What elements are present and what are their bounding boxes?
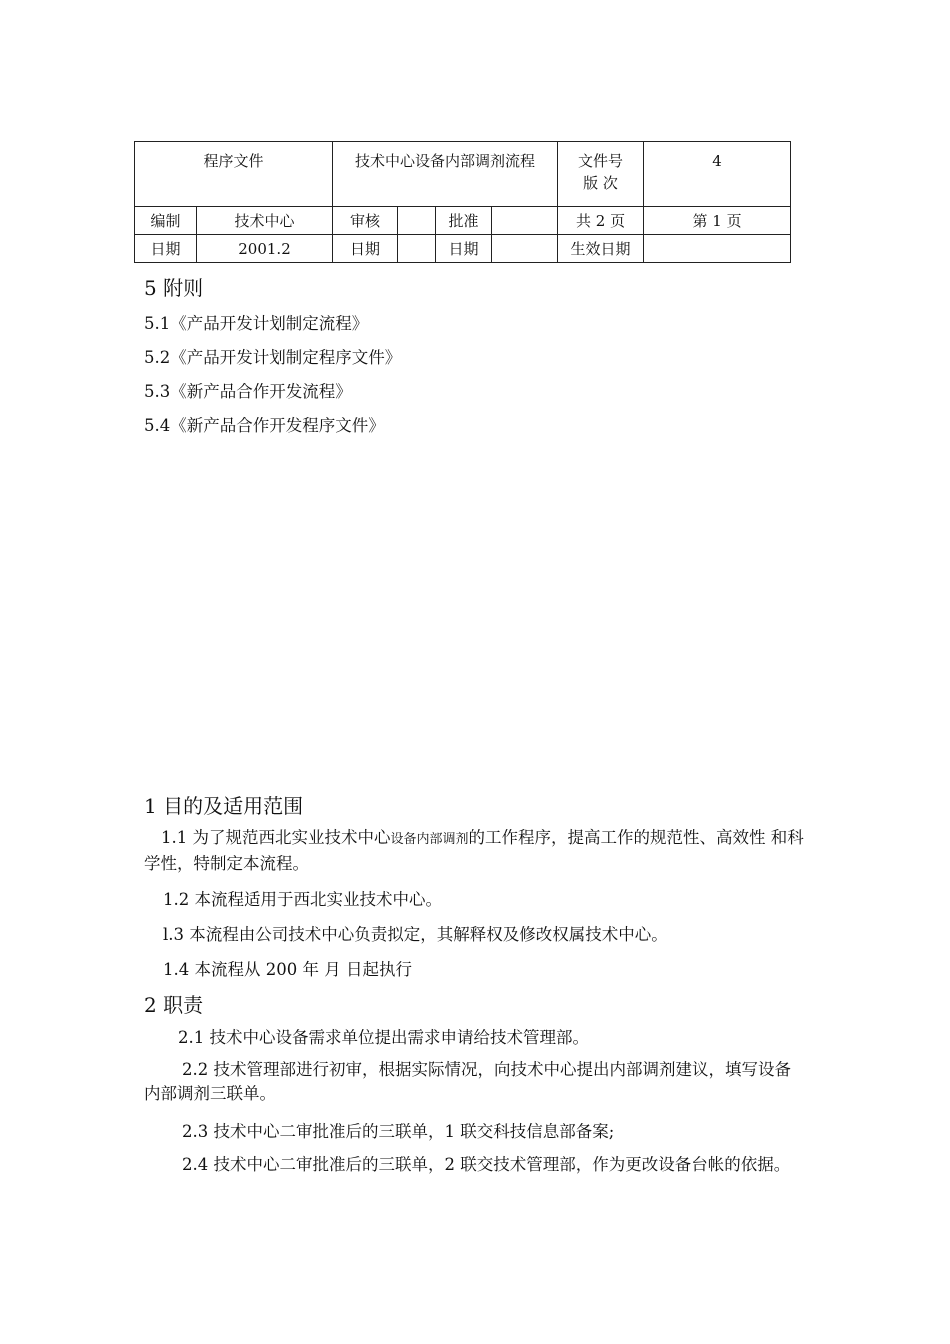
- section1-paragraph-1: [144, 826, 804, 876]
- review-date-value-cell: [398, 235, 436, 263]
- appendix-heading: 5 附则: [144, 276, 204, 300]
- page-no-cell: 第 1 页: [644, 207, 791, 235]
- p1-text-a: 1.1 为了规范西北实业技术中心: [161, 828, 391, 847]
- file-version-label-cell: [558, 142, 644, 207]
- appendix-item: 5.3《新产品合作开发流程》: [144, 382, 352, 401]
- header-table: [134, 141, 791, 263]
- doc-title-cell: 技术中心设备内部调剂流程: [333, 142, 558, 207]
- review-value-cell: [398, 207, 436, 235]
- version-label: 版 次: [583, 174, 618, 192]
- appendix-item: 5.4《新产品合作开发程序文件》: [144, 416, 385, 435]
- compiled-label-cell: 编制: [135, 207, 197, 235]
- section1-paragraph-3: l.3 本流程由公司技术中心负责拟定，其解释权及修改权属技术中心。: [163, 925, 668, 944]
- section2-heading: 2 职责: [144, 993, 204, 1017]
- section2-paragraph-1: 2.1 技术中心设备需求单位提出需求申请给技术管理部。: [178, 1028, 589, 1047]
- date-value-cell: 2001.2: [197, 235, 333, 263]
- doc-type-cell: 程序文件: [135, 142, 333, 207]
- compiled-value-cell: 技术中心: [197, 207, 333, 235]
- review-date-label-cell: 日期: [333, 235, 398, 263]
- appendix-item: 5.2《产品开发计划制定程序文件》: [144, 348, 402, 367]
- p1-text-b: 的工作程序，提高工作的规范性、高效性 和科学性，特制定本流程。: [144, 828, 804, 873]
- approve-date-label-cell: 日期: [436, 235, 492, 263]
- version-value-cell: 4: [644, 142, 791, 207]
- approve-date-value-cell: [492, 235, 558, 263]
- date-label-cell: 日期: [135, 235, 197, 263]
- effective-date-label-cell: 生效日期: [558, 235, 644, 263]
- section1-heading: 1 目的及适用范围: [144, 794, 304, 818]
- effective-date-value-cell: [644, 235, 791, 263]
- section1-paragraph-4: 1.4 本流程从 200 年 月 日起执行: [163, 960, 412, 979]
- p1-text-small: 设备内部调剂: [390, 832, 469, 847]
- section1-paragraph-2: 1.2 本流程适用于西北实业技术中心。: [163, 890, 442, 909]
- section2-paragraph-4: 2.4 技术中心二审批准后的三联单，2 联交技术管理部，作为更改设备台帐的依据。: [182, 1155, 791, 1174]
- approve-label-cell: 批准: [436, 207, 492, 235]
- section2-paragraph-2: 2.2 技术管理部进行初审，根据实际情况，向技术中心提出内部调剂建议，填写设备内部调剂三联单。: [144, 1060, 791, 1103]
- section2-paragraph-3: 2.3 技术中心二审批准后的三联单，1 联交科技信息部备案;: [182, 1122, 615, 1141]
- file-no-label: 文件号: [578, 152, 624, 170]
- review-label-cell: 审核: [333, 207, 398, 235]
- appendix-item: 5.1《产品开发计划制定流程》: [144, 314, 369, 333]
- total-pages-cell: 共 2 页: [558, 207, 644, 235]
- approve-value-cell: [492, 207, 558, 235]
